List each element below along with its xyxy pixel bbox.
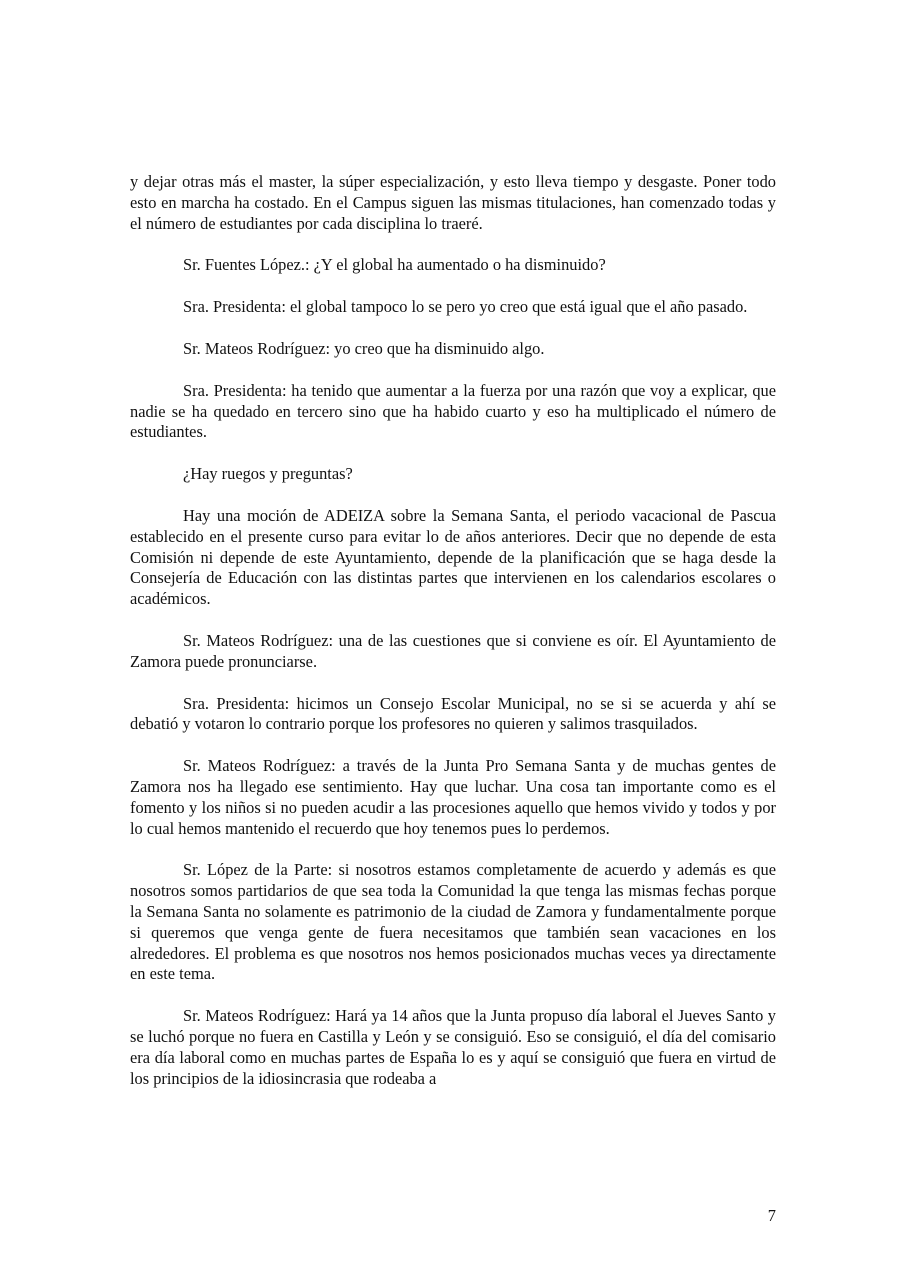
paragraph-mateos-oir: Sr. Mateos Rodríguez: una de las cuestiones que si conviene es oír. El Ayuntamiento de Zamora puede pronunciarse. — [130, 630, 776, 671]
paragraph-mateos-junta: Sr. Mateos Rodríguez: a través de la Junta Pro Semana Santa y de muchas gentes de Zamora nos ha llegado ese sentimiento. Hay que luchar. Una cosa tan importante como es el fomento y los niños si no pueden acudir a las procesiones aquello que hemos vivido y todos y por lo cual hemos mantenido el recuerdo que hoy tenemos pues lo perdemos. — [130, 756, 776, 838]
paragraph-presidenta-global: Sra. Presidenta: el global tampoco lo se pero yo creo que está igual que el año pasado. — [183, 297, 748, 317]
paragraph-mateos-disminuido: Sr. Mateos Rodríguez: yo creo que ha disminuido algo. — [183, 338, 545, 358]
page-number: 7 — [767, 1206, 776, 1225]
paragraph-mocion-adeiza: Hay una moción de ADEIZA sobre la Semana Santa, el periodo vacacional de Pascua establecido en el presente curso para evitar lo de años anteriores. Decir que no depende de esta Comisión ni depende de este Ayuntamiento, depende de la planificación que se haga desde la Consejería de Educación con las distintas partes que intervienen en los calendarios escolares o académicos. — [130, 505, 776, 609]
paragraph-continuation: y dejar otras más el master, la súper especialización, y esto lleva tiempo y desgaste. Poner todo esto en marcha ha costado. En el Campus siguen las mismas titulaciones, han comenzado todas y el número de estudiantes por cada disciplina lo traeré. — [130, 172, 776, 233]
paragraph-mateos-jueves-santo: Sr. Mateos Rodríguez: Hará ya 14 años que la Junta propuso día laboral el Jueves Santo y se luchó porque no fuera en Castilla y León y se consiguió. Eso se consiguió, el día del comisario era día laboral como en muchas partes de España lo es y aquí se consiguió que fuera en virtud de los principios de la idiosincrasia que rodeaba a — [130, 1006, 776, 1088]
paragraph-fuentes-question: Sr. Fuentes López.: ¿Y el global ha aumentado o ha disminuido? — [183, 255, 606, 275]
paragraph-presidenta-aumentar: Sra. Presidenta: ha tenido que aumentar a la fuerza por una razón que voy a explicar, que nadie se ha quedado en tercero sino que ha habido cuarto y eso ha multiplicado el número de estudiantes. — [130, 380, 776, 442]
document-body — [130, 172, 776, 1110]
paragraph-lopez-parte: Sr. López de la Parte: si nosotros estamos completamente de acuerdo y además es que nosotros somos partidarios de que sea toda la Comunidad la que tenga las mismas fechas porque la Semana Santa no solamente es patrimonio de la ciudad de Zamora y fundamentalmente porque si queremos que venga gente de fuera necesitamos que también sean vacaciones en los alrededores. El problema es que nosotros nos hemos posicionados muchas veces ya directamente en este tema. — [130, 860, 776, 984]
paragraph-ruegos-preguntas: ¿Hay ruegos y preguntas? — [183, 464, 353, 484]
paragraph-presidenta-consejo: Sra. Presidenta: hicimos un Consejo Escolar Municipal, no se si se acuerda y ahí se debatió y votaron lo contrario porque los profesores no quieren y salimos trasquilados. — [130, 693, 776, 734]
